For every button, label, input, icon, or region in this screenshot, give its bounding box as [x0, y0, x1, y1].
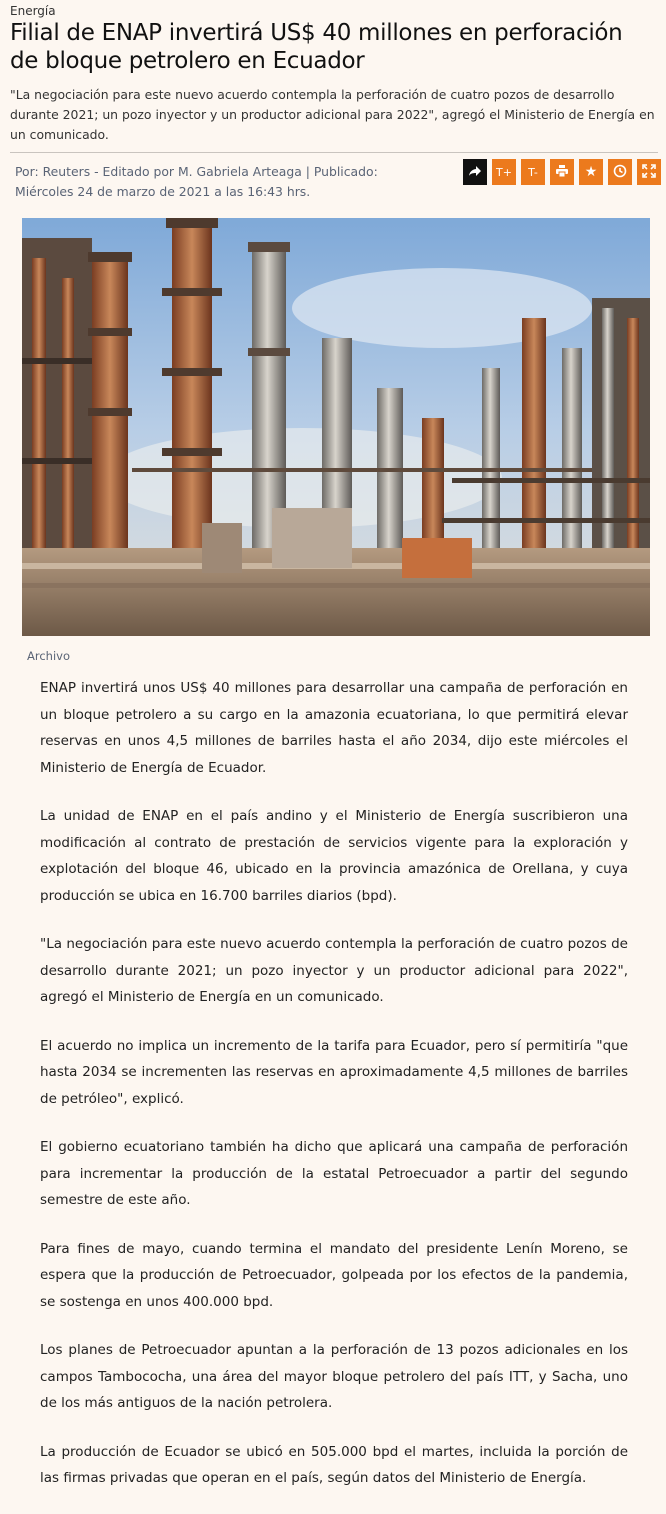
history-button[interactable] [608, 159, 632, 185]
print-icon [555, 164, 569, 181]
article-toolbar [463, 159, 661, 185]
print-button[interactable] [550, 159, 574, 185]
share-arrow-icon [468, 164, 482, 181]
article-photo-refinery [22, 218, 650, 636]
article-paragraph: "La negociación para este nuevo acuerdo contempla la perforación de cuatro pozos de desarrollo durante 2021; un pozo inyector y un productor adicional para 2022", agregó el Ministerio de Energía en un comunicado. [40, 936, 628, 1005]
clock-icon [613, 164, 627, 181]
article-headline: Filial de ENAP invertirá US$ 40 millones en perforación de bloque petrolero en Ecuador [10, 20, 623, 74]
text-smaller-icon: T- [528, 165, 538, 179]
text-larger-icon: T+ [496, 165, 512, 179]
article-paragraph: La unidad de ENAP en el país andino y el Ministerio de Energía suscribieron una modificación al contrato de prestación de servicios vigente para la exploración y explotación del bloque 46, ubicado en la provincia amazónica de Orellana, y cuya producción se ubica en 16.700 barriles diarios (bpd). [40, 808, 628, 904]
favorite-button[interactable] [579, 159, 603, 185]
star-icon: ★ [584, 164, 598, 180]
share-button[interactable] [463, 159, 487, 185]
expand-icon [642, 164, 656, 181]
article-paragraph: El gobierno ecuatoriano también ha dicho que aplicará una campaña de perforación para incrementar la producción de la estatal Petroecuador a partir del segundo semestre de este año. [40, 1139, 628, 1208]
article-paragraph: El acuerdo no implica un incremento de la tarifa para Ecuador, pero sí permitiría "que hasta 2034 se incrementen las reservas en aproximadamente 4,5 millones de barriles de petróleo", explicó. [40, 1037, 628, 1107]
article-paragraph: La producción de Ecuador se ubicó en 505.000 bpd el martes, incluida la porción de las firmas privadas que operan en el país, según datos del Ministerio de Energía. [40, 1443, 628, 1486]
article-paragraph: Para fines de mayo, cuando termina el mandato del presidente Lenín Moreno, se espera que la producción de Petroecuador, golpeada por los efectos de la pandemia, se sostenga en unos 400.000 bpd. [40, 1240, 628, 1310]
font-decrease-button[interactable] [521, 159, 545, 185]
article-lead: "La negociación para este nuevo acuerdo contempla la perforación de cuatro pozos de desarrollo durante 2021; un pozo inyector y un productor adicional para 2022", agregó el Ministerio de Energía en un comunicado. [10, 87, 655, 142]
photo-caption: Archivo [27, 649, 70, 663]
divider [10, 152, 658, 153]
article-paragraph: ENAP invertirá unos US$ 40 millones para desarrollar una campaña de perforación en un bloque petrolero a su cargo en la amazonia ecuatoriana, lo que permitirá elevar reservas en unos 4,5 millones de barriles hasta el año 2034, dijo este miércoles el Ministerio de Energía de Ecuador. [40, 680, 628, 776]
section-label[interactable]: Energía [10, 4, 56, 18]
article-body [40, 675, 628, 1514]
fullscreen-button[interactable] [637, 159, 661, 185]
article-paragraph: Los planes de Petroecuador apuntan a la perforación de 13 pozos adicionales en los campos Tambococha, una área del mayor bloque petrolero del país ITT, y Sacha, uno de los más antiguos de la nación petrolera. [40, 1342, 628, 1411]
article-byline: Por: Reuters - Editado por M. Gabriela Arteaga | Publicado: Miércoles 24 de marzo de 2021 a las 16:43 hrs. [15, 164, 378, 199]
font-increase-button[interactable] [492, 159, 516, 185]
